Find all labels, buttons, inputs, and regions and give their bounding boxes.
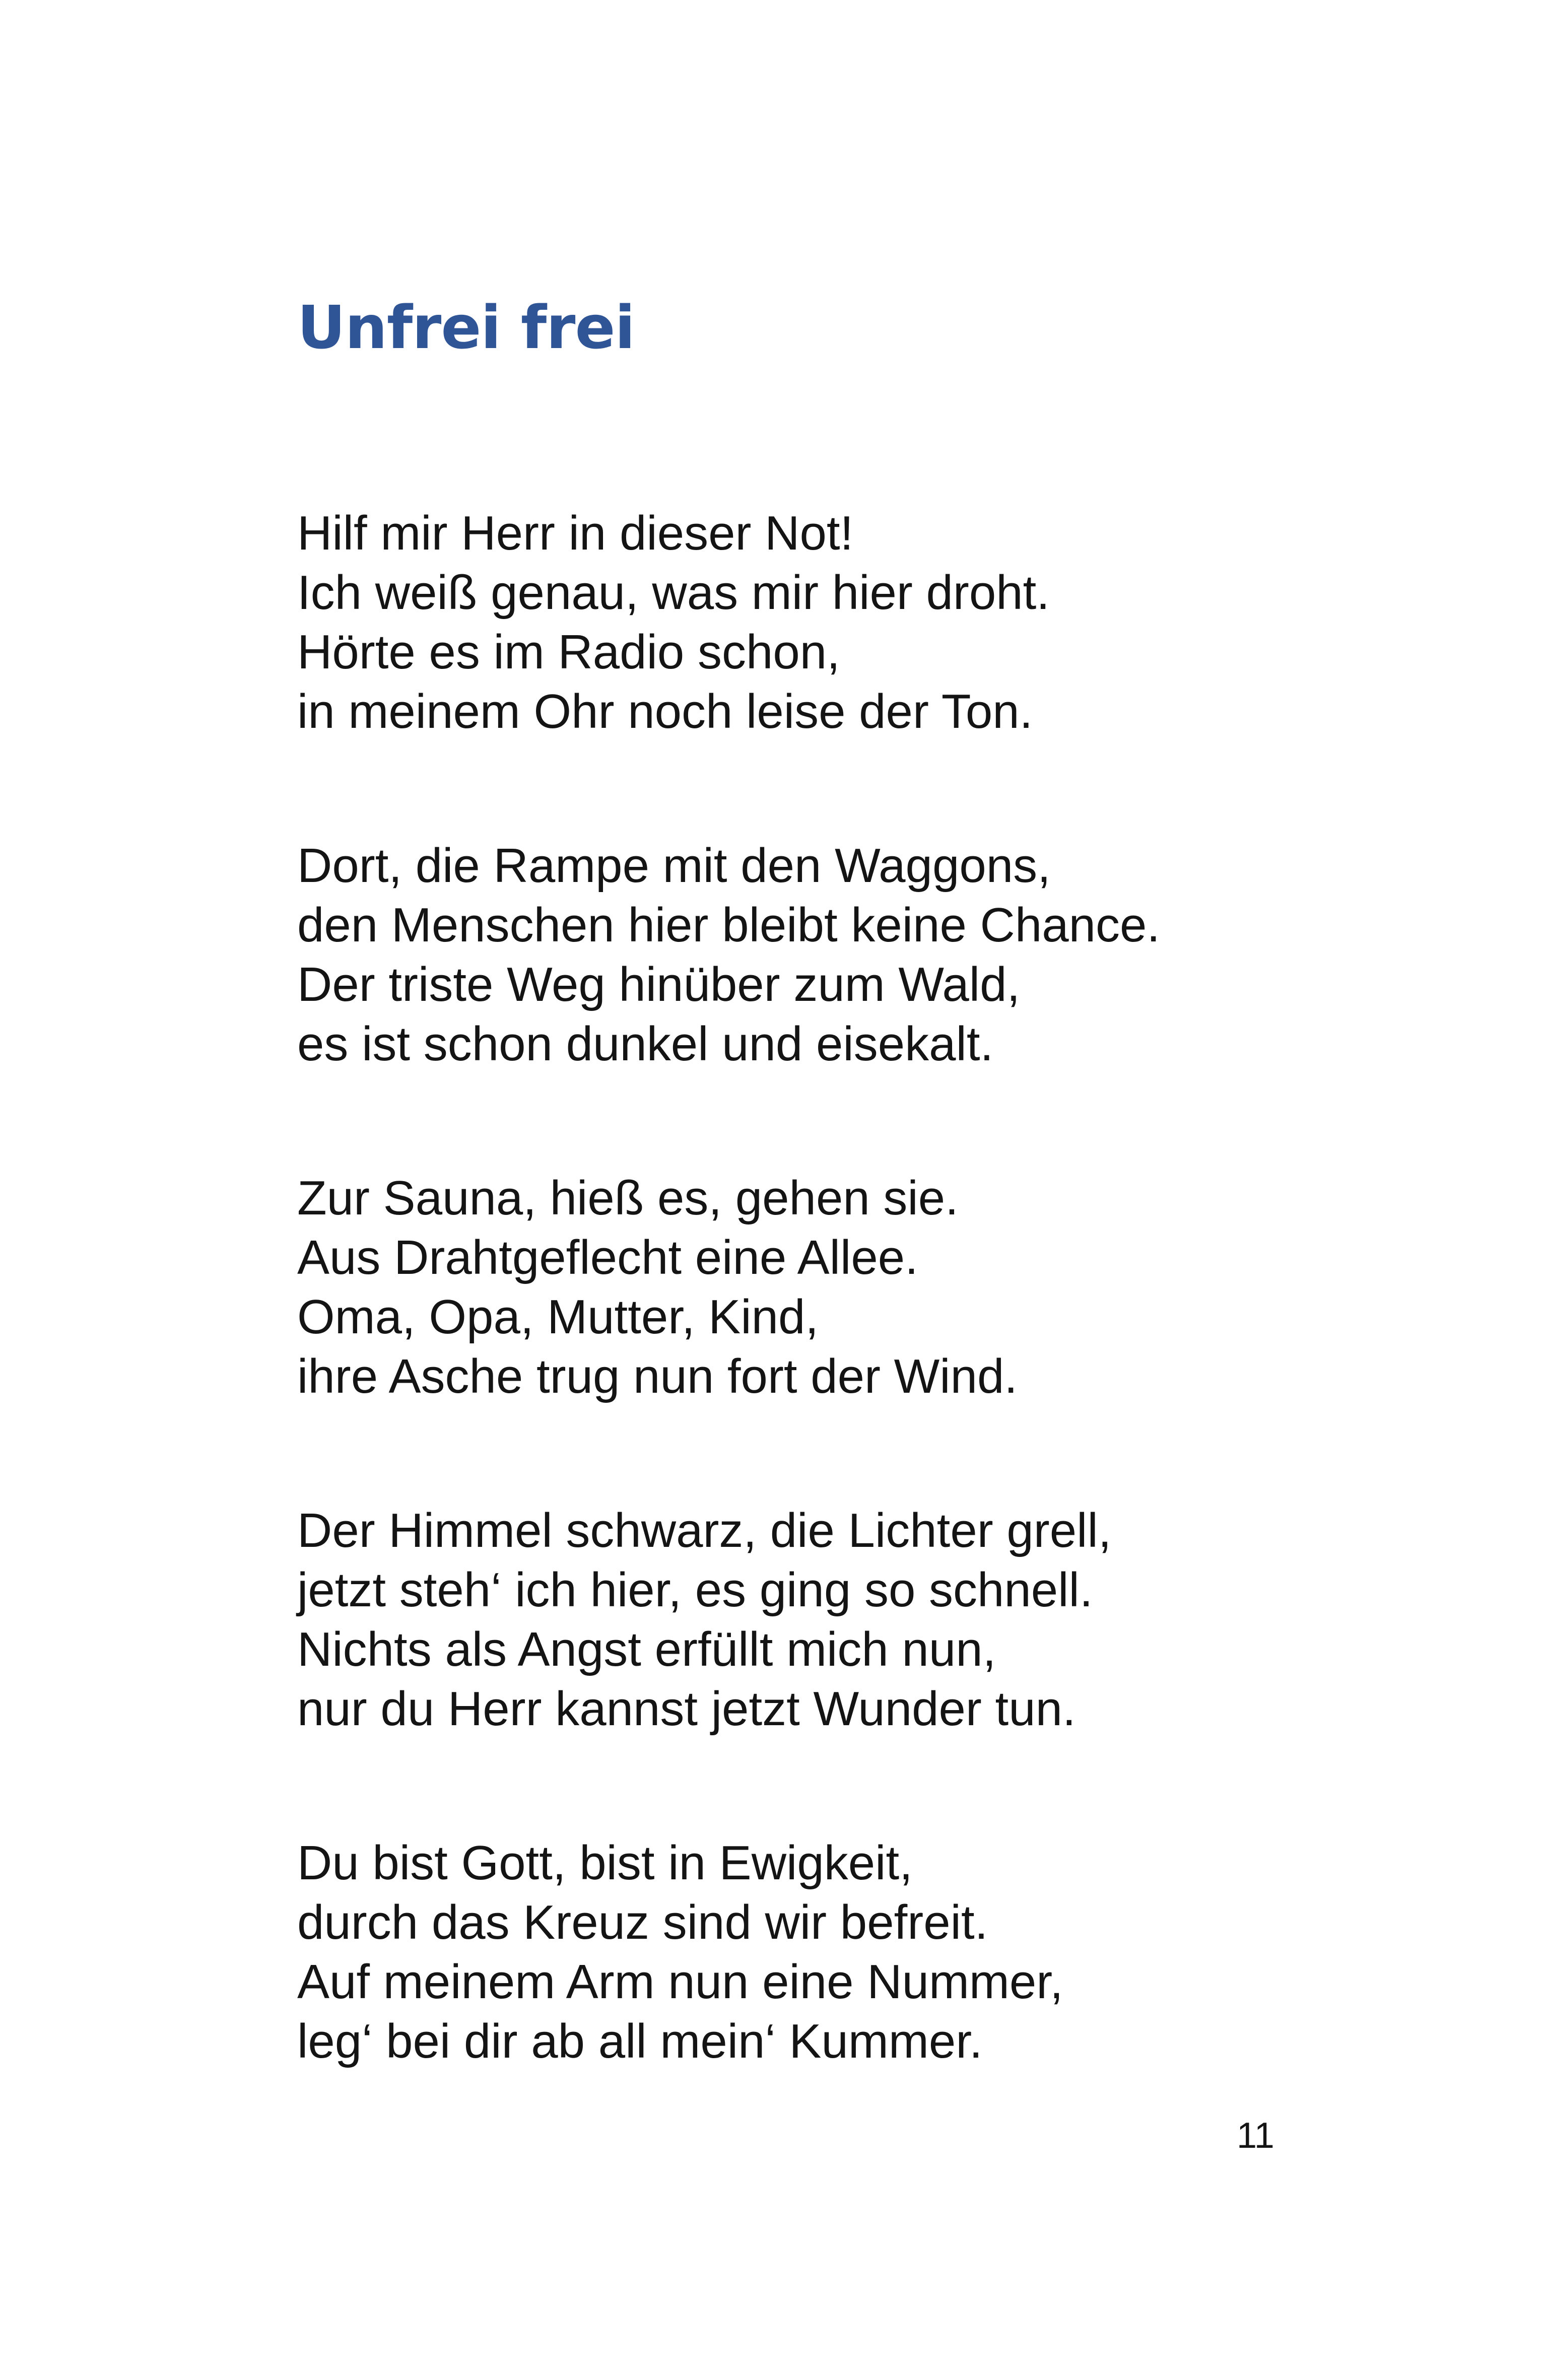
stanza-line: in meinem Ohr noch leise der Ton.	[297, 685, 1033, 738]
stanza-line: Hilf mir Herr in dieser Not!	[297, 506, 854, 560]
stanza-line: leg‘ bei dir ab all mein‘ Kummer.	[297, 2014, 983, 2068]
stanza-line: Nichts als Angst erfüllt mich nun,	[297, 1622, 996, 1676]
stanza-line: Ich weiß genau, was mir hier droht.	[297, 566, 1050, 620]
page-number: 11	[1237, 2116, 1274, 2156]
stanza-line: Der triste Weg hinüber zum Wald,	[297, 958, 1021, 1011]
stanza-5	[297, 1833, 1063, 2071]
stanza-line: nur du Herr kannst jetzt Wunder tun.	[297, 1682, 1076, 1736]
stanza-line: Der Himmel schwarz, die Lichter grell,	[297, 1504, 1112, 1557]
stanza-4	[297, 1501, 1111, 1739]
stanza-line: jetzt steh‘ ich hier, es ging so schnell.	[297, 1563, 1093, 1617]
stanza-line: es ist schon dunkel und eisekalt.	[297, 1017, 994, 1071]
stanza-2	[297, 836, 1160, 1074]
stanza-line: Auf meinem Arm nun eine Nummer,	[297, 1955, 1063, 2009]
stanza-line: Aus Drahtgeflecht eine Allee.	[297, 1231, 918, 1284]
stanza-3	[297, 1169, 1018, 1406]
stanza-line: durch das Kreuz sind wir befreit.	[297, 1895, 988, 1949]
stanza-line: Hörte es im Radio schon,	[297, 625, 840, 679]
poem-title: Unfrei frei	[297, 293, 635, 362]
stanza-line: Oma, Opa, Mutter, Kind,	[297, 1290, 819, 1344]
stanza-line: Dort, die Rampe mit den Waggons,	[297, 839, 1051, 893]
stanza-line: den Menschen hier bleibt keine Chance.	[297, 898, 1161, 952]
stanza-line: Du bist Gott, bist in Ewigkeit,	[297, 1836, 913, 1890]
stanza-1	[297, 504, 1050, 741]
stanza-line: Zur Sauna, hieß es, gehen sie.	[297, 1171, 959, 1225]
stanza-line: ihre Asche trug nun fort der Wind.	[297, 1349, 1018, 1403]
